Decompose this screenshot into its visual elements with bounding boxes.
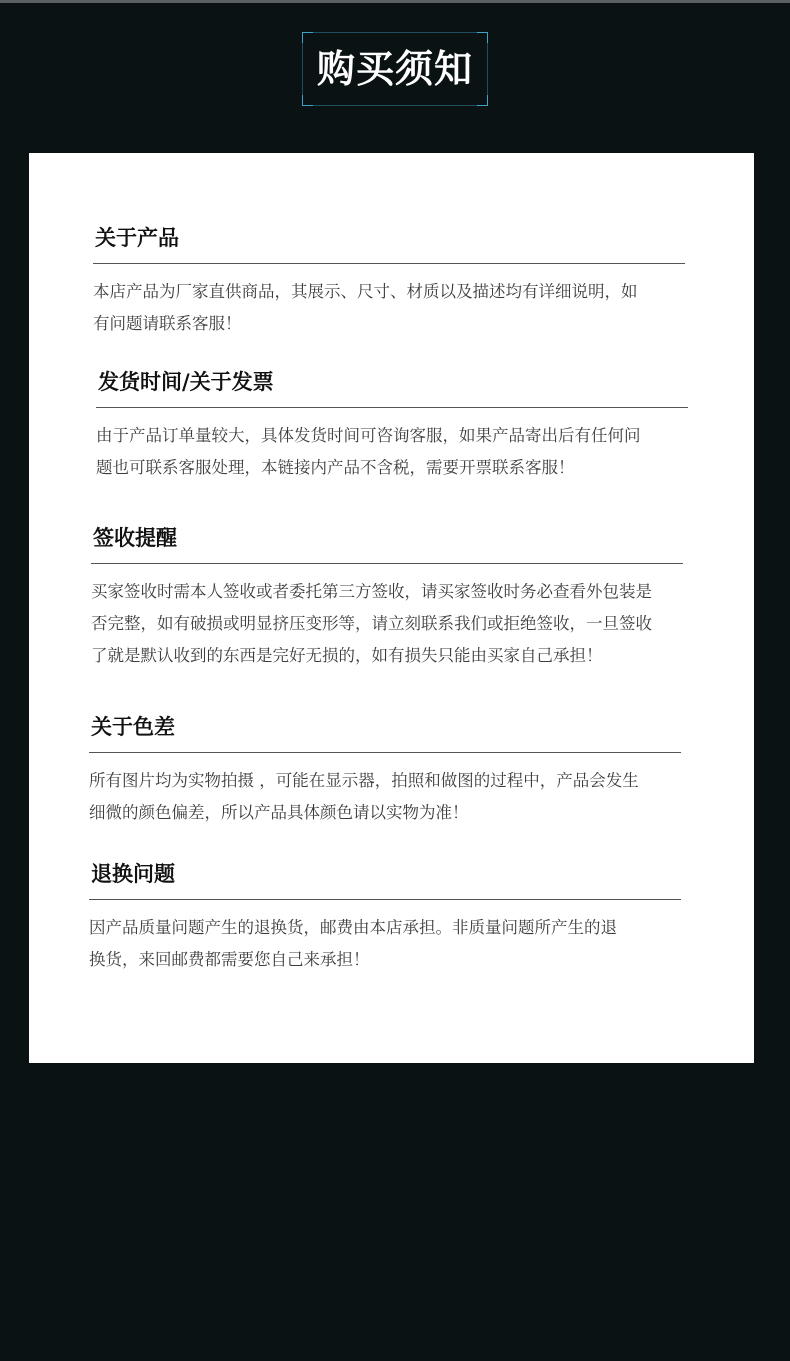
section-text-line: 细微的颜色偏差，所以产品具体颜色请以实物为准！ — [89, 803, 469, 822]
section-text-line: 有问题请联系客服！ — [93, 314, 242, 333]
section-color-difference — [89, 714, 681, 829]
section-divider — [96, 407, 688, 408]
section-text-line: 所有图片均为实物拍摄 ，可能在显示器，拍照和做图的过程中，产品会发生 — [89, 771, 639, 790]
section-body — [96, 420, 736, 484]
section-text-line: 否完整，如有破损或明显挤压变形等，请立刻联系我们或拒绝签收，一旦签收 — [91, 614, 652, 633]
section-text-line: 了就是默认收到的东西是完好无损的，如有损失只能由买家自己承担！ — [91, 646, 603, 665]
section-heading: 发货时间/关于发票 — [98, 369, 274, 394]
section-heading: 关于产品 — [95, 225, 179, 250]
frame-edge — [312, 32, 478, 33]
section-heading: 签收提醒 — [93, 525, 177, 550]
section-delivery-receipt — [91, 525, 683, 672]
section-returns — [89, 861, 681, 976]
section-text-line: 题也可联系客服处理，本链接内产品不含税，需要开票联系客服！ — [96, 458, 575, 477]
section-body — [93, 276, 733, 340]
frame-edge — [312, 105, 478, 106]
frame-corner — [302, 95, 313, 106]
section-body — [91, 576, 731, 672]
top-edge-divider — [0, 0, 790, 3]
section-divider — [93, 263, 685, 264]
frame-corner — [477, 32, 488, 43]
title-banner — [302, 32, 488, 106]
section-text-line: 买家签收时需本人签收或者委托第三方签收，请买家签收时务必查看外包装是 — [91, 582, 652, 601]
section-text-line: 因产品质量问题产生的退换货，邮费由本店承担。非质量问题所产生的退 — [89, 918, 617, 937]
section-divider — [91, 563, 683, 564]
section-about-product — [93, 225, 685, 340]
frame-corner — [477, 95, 488, 106]
section-text-line: 由于产品订单量较大，具体发货时间可咨询客服，如果产品寄出后有任何问 — [96, 426, 641, 445]
section-text-line: 本店产品为厂家直供商品，其展示、尺寸、材质以及描述均有详细说明，如 — [93, 282, 638, 301]
section-text-line: 换货，来回邮费都需要您自己来承担！ — [89, 950, 370, 969]
section-body — [89, 765, 729, 829]
section-divider — [89, 752, 681, 753]
section-heading: 退换问题 — [91, 861, 175, 886]
section-body — [89, 912, 729, 976]
page-title: 购买须知 — [316, 46, 473, 91]
section-divider — [89, 899, 681, 900]
section-heading: 关于色差 — [91, 714, 175, 739]
frame-corner — [302, 32, 313, 43]
section-shipping-invoice — [96, 369, 688, 484]
